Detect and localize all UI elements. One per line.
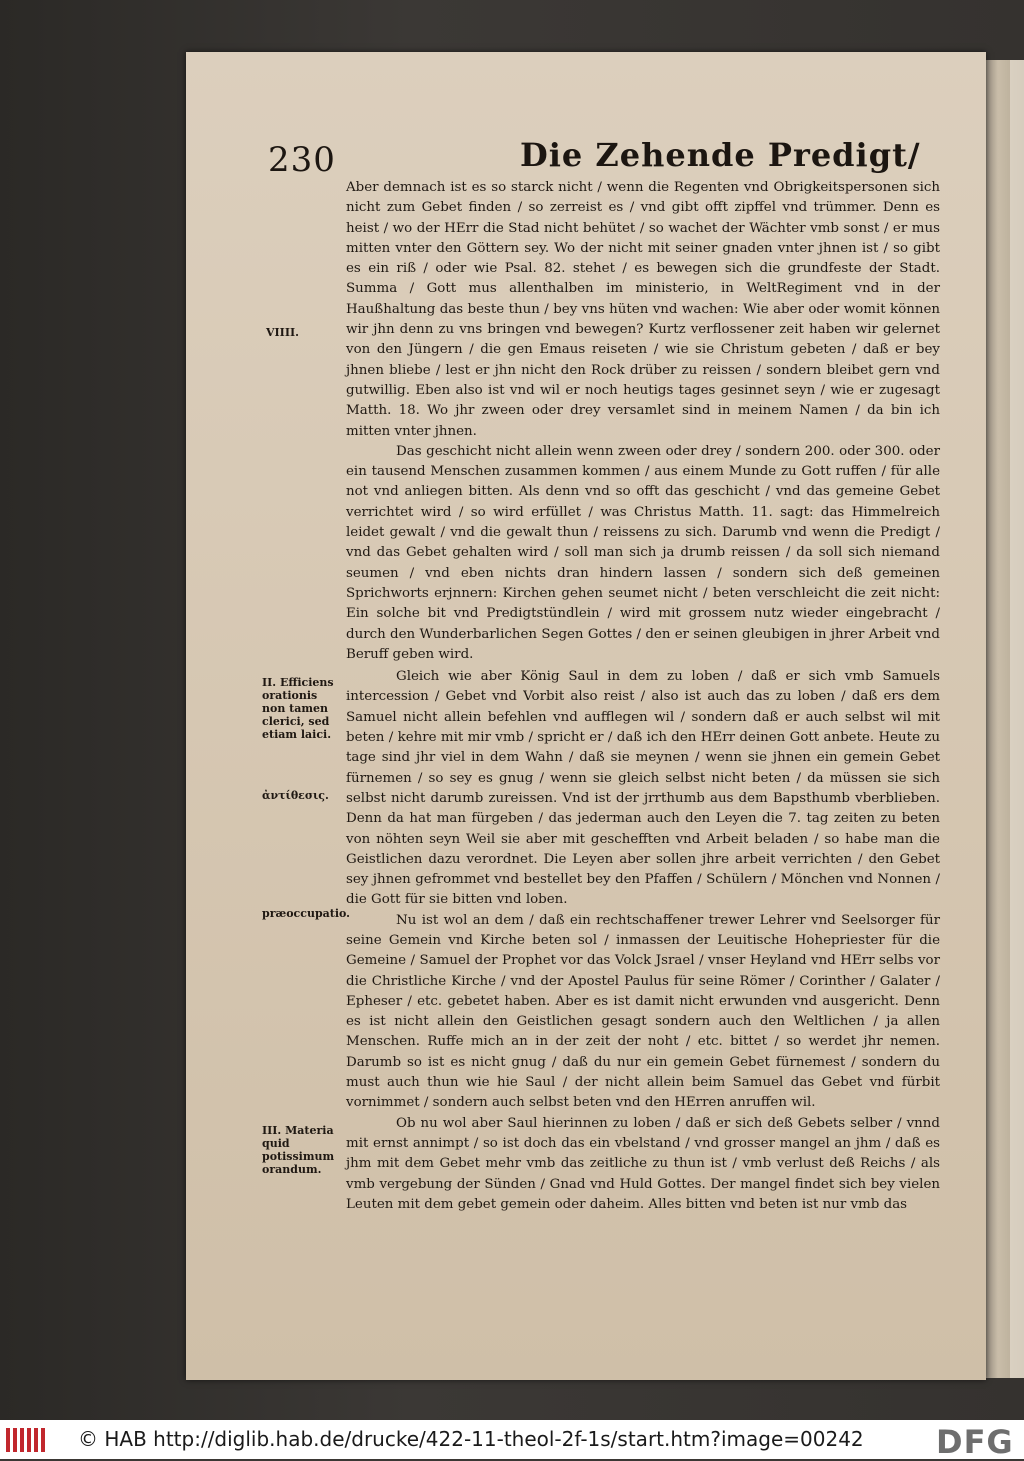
running-head: Die Zehende Predigt/ [520, 136, 921, 174]
page-edge-highlight [1010, 60, 1024, 1378]
marginal-note-2: II. Efficiens orationis non tamen clerici, sed etiam laici. [262, 676, 334, 741]
page-number: 230 [268, 140, 336, 180]
paragraph-2: Das geschicht nicht allein wenn zween oder drey / sondern 200. oder 300. oder ein tausend Menschen zusammen kommen / aus einem Munde zu Gott ruffen / für alle not vnd anliegen bitten. Als denn vnd so offt das geschicht / vnd das gemeine Gebet verrichtet wird / so wird erfüllet / was Christus Matth. 11. sagt: das Himmelreich leidet gewalt / vnd die gewalt thun / reissens zu sich. Darumb vnd wenn die Predigt / vnd das Gebet gehalten wird / soll man sich ja drumb reissen / da soll sich niemand seumen / vnd eben nichts dran hindern lassen / sondern sich deß gemeinen Sprichworts erjnnern: Kirchen gehen seumet nicht / beten verschleicht die zeit nicht: Ein solche bit vnd Predigtstündlein / wird mit grossem nutz wieder eingebracht / durch den Wunderbarlichen Segen Gottes / den er seinen gleubigen in jhrer Arbeit vnd Beruff geben wird. [346, 443, 940, 662]
marginal-note-3: ἀντίθεσις. [262, 789, 329, 802]
copyright-url[interactable]: © HAB http://diglib.hab.de/drucke/422-11-theol-2f-1s/start.htm?image=00242 [78, 1427, 864, 1451]
dfg-logo: DFG [936, 1423, 1014, 1461]
paragraph-5: Ob nu wol aber Saul hierinnen zu loben / daß er sich deß Gebets selber / vnnd mit ernst annimpt / so ist doch das ein vbelstand / vnd grosser mangel an jhm / daß es jhm mit dem Gebet mehr vmb das zeitliche zu thun ist / vmb verlust deß Reichs / als vmb vergebung der Sünden / Gnad vnd Huld Gottes. Der mangel findet sich bey vielen Leuten mit dem gebet gemein oder daheim. Alles bitten vnd beten ist nur vmb das [346, 1115, 940, 1212]
marginal-note-4: præoccupatio. [262, 907, 350, 920]
paragraph-4: Nu ist wol an dem / daß ein rechtschaffener trewer Lehrer vnd Seelsorger für seine Gemein vnd Kirche beten sol / inmassen der Leuitische Hohepriester für die Gemeine / Samuel der Prophet vor das Volck Jsrael / vnser Heyland vnd HErr selbs vor die Christliche Kirche / vnd der Apostel Paulus für seine Römer / Corinther / Galater / Epheser / etc. gebetet haben. Aber es ist damit nicht erwunden vnd ausgericht. Denn es ist nicht allein den Geistlichen gesagt sondern auch den Weltlichen / ja allen Menschen. Ruffe mich an in der zeit der noht / etc. bittet / so werdet jhr nemen. Darumb so ist es nicht gnug / daß du nur ein gemein Gebet fürnemest / sondern du must auch thun wie hie Saul / der nicht allein beim Samuel das Gebet vnd fürbit vornimmet / sondern auch selbst beten vnd den HErren anruffen wil. [346, 912, 940, 1111]
paragraph-1: Aber demnach ist es so starck nicht / wenn die Regenten vnd Obrigkeitspersonen sich nicht zum Gebet finden / so zerreist es / vnd gibt offt zipffel vnd trümmer. Denn es heist / wo der HErr die Stad nicht behütet / so wachet der Wächter vmb sonst / er mus mitten vnter den Göttern sey. Wo der nicht mit seiner gnaden vnter jhnen ist / so gibt es ein riß / oder wie Psal. 82. stehet / es bewegen sich die grundfeste der Stadt. Summa / Gott mus allenthalben im ministerio, in WeltRegiment vnd in der Haußhaltung das beste thun / bey vns hüten vnd wachen: Wie aber oder womit können wir jhn denn zu vns bringen vnd bewegen? Kurtz verflossener zeit haben wir gelernet von den Jüngern / die gen Emaus reiseten / wie sie Christum gebeten / daß er bey jhnen bliebe / lest er jhn nicht den Rock drüber zu reissen / sondern bleibet gern vnd gutwillig. Eben also ist vnd wil er noch heutigs tages gesinnet seyn / wie er zugesagt Matth. 18. Wo jhr zween oder drey versamlet sind in meinem Namen / da bin ich mitten vnter jhnen. [346, 180, 940, 439]
hab-logo-icon [6, 1428, 46, 1452]
marginal-note-1: VIIII. [266, 326, 299, 339]
body-text [346, 178, 940, 1215]
paragraph-3: Gleich wie aber König Saul in dem zu loben / daß er sich vmb Samuels intercession / Gebet vnd Vorbit also reist / also ist auch das zu loben / daß ers dem Samuel nicht allein befehlen vnd aufflegen wil / sondern daß er auch selbst wil mit beten / kehre mit mir vmb / spricht er / daß ich den HErr deinen Gott anbete. Heute zu tage sind jhr viel in dem Wahn / daß sie meynen / wenn sie jhnen ein gemein Gebet fürnemen / so sey es gnug / wenn sie gleich selbst nicht beten / da müssen sie sich selbst nicht darumb zureissen. Vnd ist der jrrthumb aus dem Bapsthumb vberblieben. Denn da hat man fürgeben / das jederman auch den Leyen die 7. tag zeiten zu beten von nöhten seyn Weil sie aber mit geschefften vnd Arbeit beladen / so habe man die Geistlichen dazu verordnet. Die Leyen aber sollen jhre arbeit verrichten / den Gebet sey jhnen gefrommet vnd bestellet bey den Pfaffen / Schülern / Mönchen vnd Nonnen / die Gott für sie bitten vnd loben. [346, 669, 940, 908]
marginal-note-5: III. Materia quid potissimum orandum. [262, 1124, 335, 1176]
